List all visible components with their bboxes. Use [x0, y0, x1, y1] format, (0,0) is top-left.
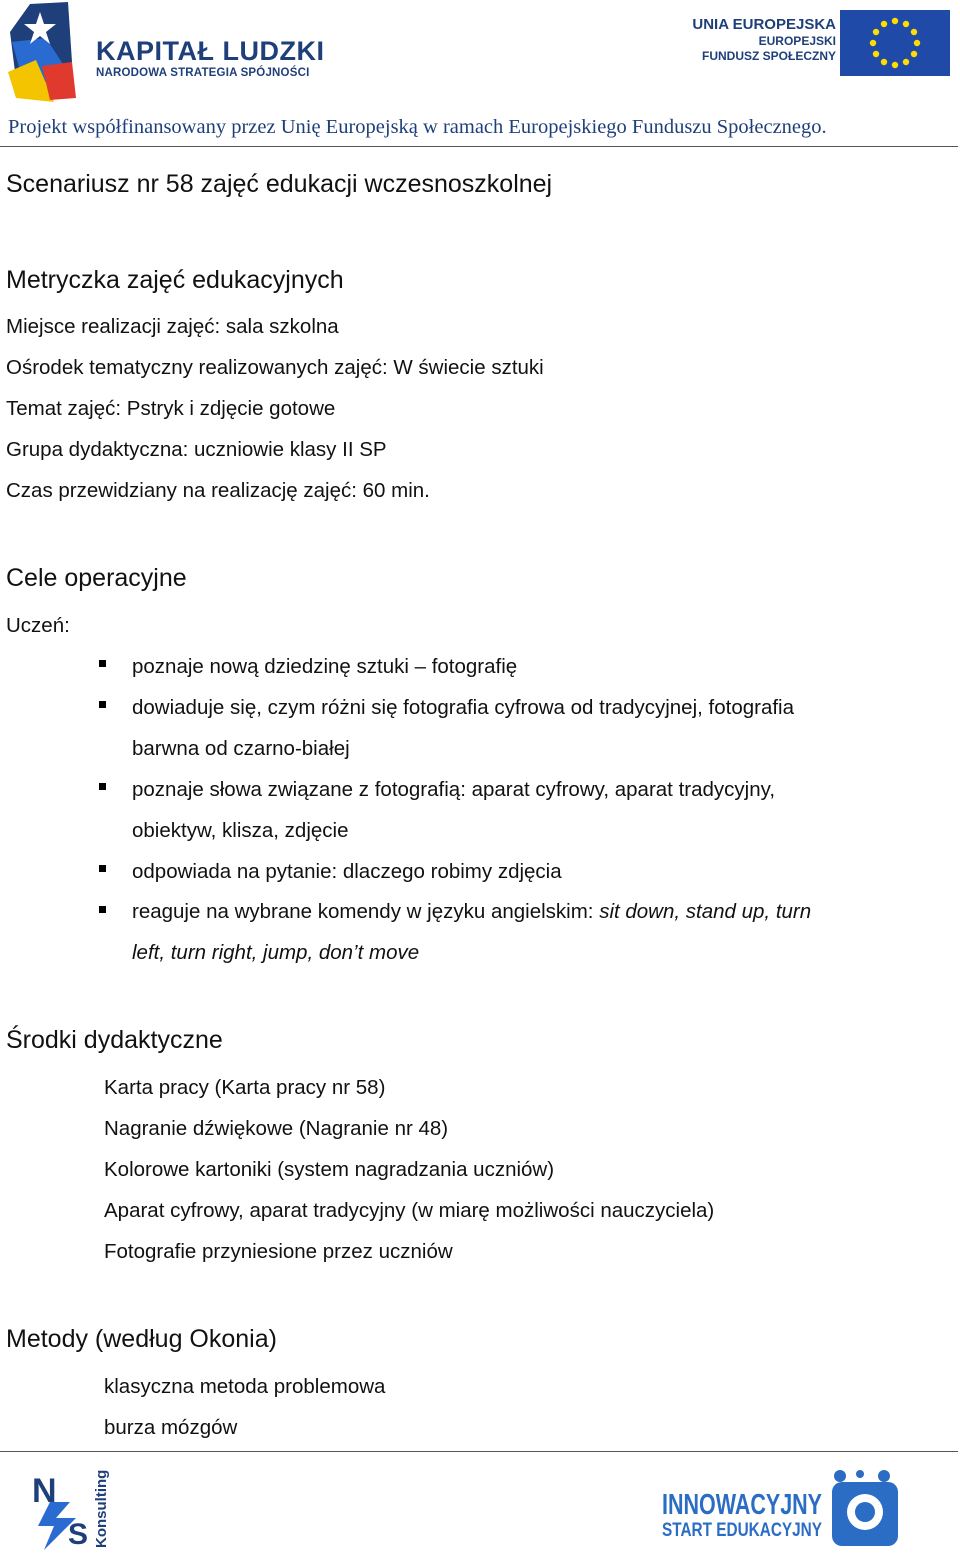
header-divider — [0, 146, 958, 147]
page-header — [0, 0, 960, 145]
metryczka-heading: Metryczka zajęć edukacyjnych — [6, 266, 344, 294]
cele-item: poznaje nową dziedzinę sztuki – fotografię — [132, 655, 518, 678]
cele-item-continuation: barwna od czarno-białej — [132, 737, 350, 760]
english-commands: left, turn right, jump, don’t move — [132, 941, 420, 964]
innowacyjny-start-logo — [660, 1470, 904, 1550]
eu-efs-logo — [692, 8, 952, 78]
eu-logo-text — [692, 16, 836, 64]
eu-line-2: EUROPEJSKI — [758, 34, 836, 48]
metody-item: burza mózgów — [104, 1416, 238, 1439]
kapital-ludzki-logo — [6, 2, 325, 102]
metody-item: klasyczna metoda problemowa — [104, 1375, 386, 1398]
cele-item-continuation — [132, 941, 419, 965]
srodki-heading: Środki dydaktyczne — [6, 1026, 223, 1054]
metryczka-line: Ośrodek tematyczny realizowanych zajęć: W świecie sztuki — [6, 356, 544, 379]
metryczka-line: Temat zajęć: Pstryk i zdjęcie gotowe — [6, 397, 336, 420]
srodki-item: Karta pracy (Karta pracy nr 58) — [104, 1076, 386, 1099]
bullet-icon — [99, 660, 106, 667]
robot-mascot-icon — [832, 1470, 898, 1546]
metody-heading: Metody (według Okonia) — [6, 1325, 277, 1353]
metryczka-line: Miejsce realizacji zajęć: sala szkolna — [6, 315, 339, 338]
kapital-ludzki-title: KAPITAŁ LUDZKI — [96, 36, 325, 66]
ns-letter-s: S — [68, 1518, 89, 1550]
cele-item: poznaje słowa związane z fotografią: aparat cyfrowy, aparat tradycyjny, — [132, 778, 776, 801]
cele-item: odpowiada na pytanie: dlaczego robimy zdjęcia — [132, 860, 562, 883]
innowacyjny-text: INNOWACYJNY — [662, 1489, 822, 1521]
ns-konsulting-word: Konsulting — [93, 1469, 110, 1548]
bullet-icon — [99, 865, 106, 872]
cofinancing-tagline: Projekt współfinansowany przez Unię Europejską w ramach Europejskiego Funduszu Społecznego. — [8, 116, 827, 138]
kapital-ludzki-subtitle: NARODOWA STRATEGIA SPÓJNOŚCI — [96, 67, 310, 79]
bullet-icon — [99, 906, 106, 913]
cele-item: dowiaduje się, czym różni się fotografia cyfrowa od tradycyjnej, fotografia — [132, 696, 795, 719]
srodki-item: Fotografie przyniesione przez uczniów — [104, 1240, 453, 1263]
cele-item-continuation: obiektyw, klisza, zdjęcie — [132, 819, 349, 842]
start-edukacyjny-text: START EDUKACYJNY — [662, 1520, 823, 1541]
eu-line-1: UNIA EUROPEJSKA — [692, 16, 836, 33]
eu-flag-icon — [840, 10, 950, 76]
srodki-item: Kolorowe kartoniki (system nagradzania uczniów) — [104, 1158, 555, 1181]
kapital-ludzki-emblem-icon — [6, 2, 86, 102]
document-title: Scenariusz nr 58 zajęć edukacji wczesnoszkolnej — [6, 170, 553, 198]
cele-item-text: reaguje na wybrane komendy w języku angielskim: — [132, 900, 600, 923]
ns-letter-n: N — [32, 1472, 57, 1510]
english-commands: sit down, stand up, turn — [599, 900, 812, 923]
cele-item — [132, 900, 811, 924]
cele-intro: Uczeń: — [6, 614, 70, 637]
ns-konsulting-logo — [30, 1466, 114, 1550]
srodki-item: Nagranie dźwiękowe (Nagranie nr 48) — [104, 1117, 449, 1140]
metryczka-line: Czas przewidziany na realizację zajęć: 60 min. — [6, 479, 430, 502]
footer-divider — [0, 1451, 958, 1452]
srodki-item: Aparat cyfrowy, aparat tradycyjny (w miarę możliwości nauczyciela) — [104, 1199, 715, 1222]
bullet-icon — [99, 701, 106, 708]
bullet-icon — [99, 783, 106, 790]
metryczka-line: Grupa dydaktyczna: uczniowie klasy II SP — [6, 438, 387, 461]
cele-heading: Cele operacyjne — [6, 564, 187, 592]
eu-line-3: FUNDUSZ SPOŁECZNY — [701, 49, 836, 63]
